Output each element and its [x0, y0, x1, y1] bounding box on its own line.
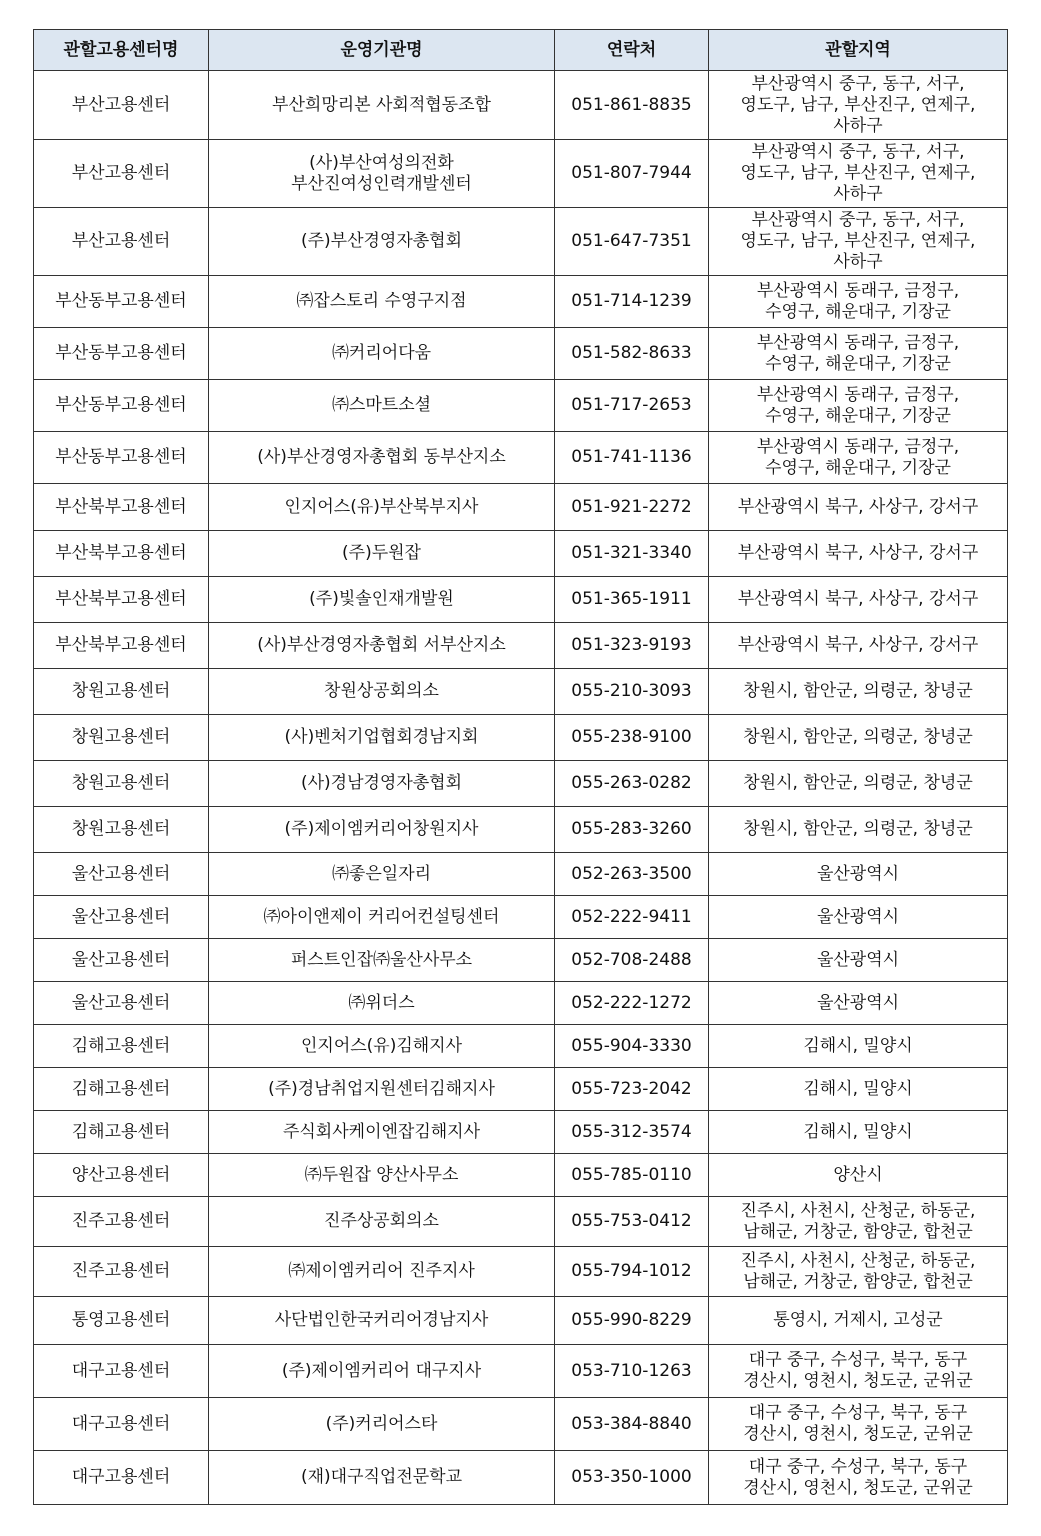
cell-region: 대구 중구, 수성구, 북구, 동구 경산시, 영천시, 청도군, 군위군: [709, 1345, 1008, 1398]
cell-center: 진주고용센터: [34, 1247, 209, 1297]
table-row: [34, 1247, 1008, 1297]
cell-region: 김해시, 밀양시: [709, 1111, 1008, 1154]
cell-org: ㈜제이엠커리어 진주지사: [209, 1247, 555, 1297]
cell-center: 부산동부고용센터: [34, 380, 209, 432]
cell-region: 울산광역시: [709, 896, 1008, 939]
cell-region: 부산광역시 북구, 사상구, 강서구: [709, 623, 1008, 669]
cell-center: 창원고용센터: [34, 807, 209, 853]
cell-center: 창원고용센터: [34, 669, 209, 715]
cell-phone: 055-753-0412: [555, 1197, 709, 1247]
cell-center: 부산고용센터: [34, 71, 209, 140]
cell-org: (주)제이엠커리어창원지사: [209, 807, 555, 853]
cell-region: 양산시: [709, 1154, 1008, 1197]
cell-center: 부산북부고용센터: [34, 531, 209, 577]
cell-region: 부산광역시 북구, 사상구, 강서구: [709, 531, 1008, 577]
table-row: [34, 1451, 1008, 1505]
cell-center: 부산동부고용센터: [34, 432, 209, 484]
cell-center: 울산고용센터: [34, 853, 209, 896]
cell-region: 부산광역시 북구, 사상구, 강서구: [709, 484, 1008, 531]
cell-phone: 051-365-1911: [555, 577, 709, 623]
table-row: [34, 1068, 1008, 1111]
table-row: [34, 276, 1008, 328]
cell-phone: 051-582-8633: [555, 328, 709, 380]
cell-phone: 053-384-8840: [555, 1398, 709, 1451]
table-row: [34, 531, 1008, 577]
cell-org: 사단법인한국커리어경남지사: [209, 1297, 555, 1345]
cell-region: 김해시, 밀양시: [709, 1025, 1008, 1068]
cell-phone: 052-708-2488: [555, 939, 709, 982]
header-org: 운영기관명: [209, 30, 555, 71]
cell-org: (주)두원잡: [209, 531, 555, 577]
cell-phone: 052-222-9411: [555, 896, 709, 939]
cell-center: 김해고용센터: [34, 1025, 209, 1068]
cell-org: (사)부산여성의전화 부산진여성인력개발센터: [209, 140, 555, 208]
table-row: [34, 896, 1008, 939]
table-row: [34, 761, 1008, 807]
table-row: [34, 71, 1008, 140]
table-row: [34, 1111, 1008, 1154]
cell-center: 부산고용센터: [34, 208, 209, 276]
cell-phone: 055-263-0282: [555, 761, 709, 807]
table-row: [34, 1398, 1008, 1451]
cell-region: 대구 중구, 수성구, 북구, 동구 경산시, 영천시, 청도군, 군위군: [709, 1451, 1008, 1505]
cell-phone: 055-785-0110: [555, 1154, 709, 1197]
cell-phone: 052-263-3500: [555, 853, 709, 896]
cell-org: (재)대구직업전문학교: [209, 1451, 555, 1505]
cell-center: 부산북부고용센터: [34, 623, 209, 669]
table-row: [34, 669, 1008, 715]
cell-region: 울산광역시: [709, 939, 1008, 982]
table-body: [34, 71, 1008, 1505]
cell-org: 퍼스트인잡㈜울산사무소: [209, 939, 555, 982]
cell-region: 부산광역시 동래구, 금정구, 수영구, 해운대구, 기장군: [709, 276, 1008, 328]
table-row: [34, 380, 1008, 432]
cell-phone: 051-921-2272: [555, 484, 709, 531]
table-row: [34, 328, 1008, 380]
header-row: [34, 30, 1008, 71]
table-row: [34, 1025, 1008, 1068]
cell-phone: 051-647-7351: [555, 208, 709, 276]
cell-center: 김해고용센터: [34, 1068, 209, 1111]
cell-center: 양산고용센터: [34, 1154, 209, 1197]
table-row: [34, 939, 1008, 982]
cell-org: ㈜좋은일자리: [209, 853, 555, 896]
cell-region: 울산광역시: [709, 853, 1008, 896]
cell-region: 대구 중구, 수성구, 북구, 동구 경산시, 영천시, 청도군, 군위군: [709, 1398, 1008, 1451]
cell-center: 울산고용센터: [34, 896, 209, 939]
cell-phone: 052-222-1272: [555, 982, 709, 1025]
cell-center: 김해고용센터: [34, 1111, 209, 1154]
header-region: 관할지역: [709, 30, 1008, 71]
table-row: [34, 1297, 1008, 1345]
cell-org: 창원상공회의소: [209, 669, 555, 715]
cell-org: (사)벤처기업협회경남지회: [209, 715, 555, 761]
cell-region: 부산광역시 중구, 동구, 서구, 영도구, 남구, 부산진구, 연제구, 사하구: [709, 140, 1008, 208]
table-row: [34, 715, 1008, 761]
cell-phone: 055-990-8229: [555, 1297, 709, 1345]
cell-region: 창원시, 함안군, 의령군, 창녕군: [709, 715, 1008, 761]
cell-org: ㈜위더스: [209, 982, 555, 1025]
cell-phone: 055-283-3260: [555, 807, 709, 853]
cell-region: 울산광역시: [709, 982, 1008, 1025]
table-row: [34, 1154, 1008, 1197]
table-row: [34, 853, 1008, 896]
cell-center: 창원고용센터: [34, 761, 209, 807]
cell-org: (주)커리어스타: [209, 1398, 555, 1451]
table-row: [34, 623, 1008, 669]
employment-center-table: [33, 29, 1008, 1505]
cell-org: (사)경남경영자총협회: [209, 761, 555, 807]
cell-org: (주)제이엠커리어 대구지사: [209, 1345, 555, 1398]
cell-region: 진주시, 사천시, 산청군, 하동군, 남해군, 거창군, 함양군, 합천군: [709, 1247, 1008, 1297]
cell-org: 진주상공회의소: [209, 1197, 555, 1247]
cell-region: 부산광역시 동래구, 금정구, 수영구, 해운대구, 기장군: [709, 432, 1008, 484]
cell-org: ㈜스마트소셜: [209, 380, 555, 432]
table-row: [34, 432, 1008, 484]
cell-org: (주)경남취업지원센터김해지사: [209, 1068, 555, 1111]
cell-region: 진주시, 사천시, 산청군, 하동군, 남해군, 거창군, 함양군, 합천군: [709, 1197, 1008, 1247]
cell-center: 부산북부고용센터: [34, 484, 209, 531]
cell-region: 부산광역시 중구, 동구, 서구, 영도구, 남구, 부산진구, 연제구, 사하구: [709, 208, 1008, 276]
cell-phone: 051-717-2653: [555, 380, 709, 432]
cell-org: ㈜두원잡 양산사무소: [209, 1154, 555, 1197]
cell-phone: 055-312-3574: [555, 1111, 709, 1154]
header-center: 관할고용센터명: [34, 30, 209, 71]
cell-phone: 053-710-1263: [555, 1345, 709, 1398]
cell-phone: 055-210-3093: [555, 669, 709, 715]
cell-region: 김해시, 밀양시: [709, 1068, 1008, 1111]
cell-center: 진주고용센터: [34, 1197, 209, 1247]
cell-region: 부산광역시 동래구, 금정구, 수영구, 해운대구, 기장군: [709, 380, 1008, 432]
cell-org: ㈜잡스토리 수영구지점: [209, 276, 555, 328]
cell-center: 대구고용센터: [34, 1398, 209, 1451]
cell-phone: 055-238-9100: [555, 715, 709, 761]
cell-org: (주)부산경영자총협회: [209, 208, 555, 276]
cell-region: 창원시, 함안군, 의령군, 창녕군: [709, 669, 1008, 715]
cell-center: 창원고용센터: [34, 715, 209, 761]
cell-phone: 051-321-3340: [555, 531, 709, 577]
cell-region: 부산광역시 북구, 사상구, 강서구: [709, 577, 1008, 623]
cell-center: 부산동부고용센터: [34, 276, 209, 328]
table-row: [34, 1197, 1008, 1247]
table-row: [34, 982, 1008, 1025]
table-row: [34, 140, 1008, 208]
table-row: [34, 1345, 1008, 1398]
cell-org: (사)부산경영자총협회 서부산지소: [209, 623, 555, 669]
header-phone: 연락처: [555, 30, 709, 71]
table-row: [34, 208, 1008, 276]
cell-center: 부산고용센터: [34, 140, 209, 208]
cell-region: 통영시, 거제시, 고성군: [709, 1297, 1008, 1345]
cell-phone: 051-323-9193: [555, 623, 709, 669]
cell-org: (주)빛솔인재개발원: [209, 577, 555, 623]
cell-center: 부산북부고용센터: [34, 577, 209, 623]
cell-org: ㈜커리어다움: [209, 328, 555, 380]
cell-org: 부산희망리본 사회적협동조합: [209, 71, 555, 140]
cell-org: 인지어스(유)김해지사: [209, 1025, 555, 1068]
cell-center: 대구고용센터: [34, 1451, 209, 1505]
cell-center: 대구고용센터: [34, 1345, 209, 1398]
cell-center: 울산고용센터: [34, 982, 209, 1025]
cell-region: 부산광역시 중구, 동구, 서구, 영도구, 남구, 부산진구, 연제구, 사하구: [709, 71, 1008, 140]
table-row: [34, 484, 1008, 531]
cell-phone: 053-350-1000: [555, 1451, 709, 1505]
cell-phone: 055-723-2042: [555, 1068, 709, 1111]
cell-phone: 051-741-1136: [555, 432, 709, 484]
cell-org: 인지어스(유)부산북부지사: [209, 484, 555, 531]
cell-phone: 051-714-1239: [555, 276, 709, 328]
cell-region: 창원시, 함안군, 의령군, 창녕군: [709, 807, 1008, 853]
cell-phone: 051-861-8835: [555, 71, 709, 140]
cell-region: 창원시, 함안군, 의령군, 창녕군: [709, 761, 1008, 807]
cell-region: 부산광역시 동래구, 금정구, 수영구, 해운대구, 기장군: [709, 328, 1008, 380]
cell-org: 주식회사케이엔잡김해지사: [209, 1111, 555, 1154]
cell-org: ㈜아이앤제이 커리어컨설팅센터: [209, 896, 555, 939]
table-row: [34, 807, 1008, 853]
cell-center: 울산고용센터: [34, 939, 209, 982]
cell-phone: 055-794-1012: [555, 1247, 709, 1297]
cell-phone: 051-807-7944: [555, 140, 709, 208]
cell-center: 통영고용센터: [34, 1297, 209, 1345]
cell-center: 부산동부고용센터: [34, 328, 209, 380]
cell-phone: 055-904-3330: [555, 1025, 709, 1068]
table-row: [34, 577, 1008, 623]
cell-org: (사)부산경영자총협회 동부산지소: [209, 432, 555, 484]
